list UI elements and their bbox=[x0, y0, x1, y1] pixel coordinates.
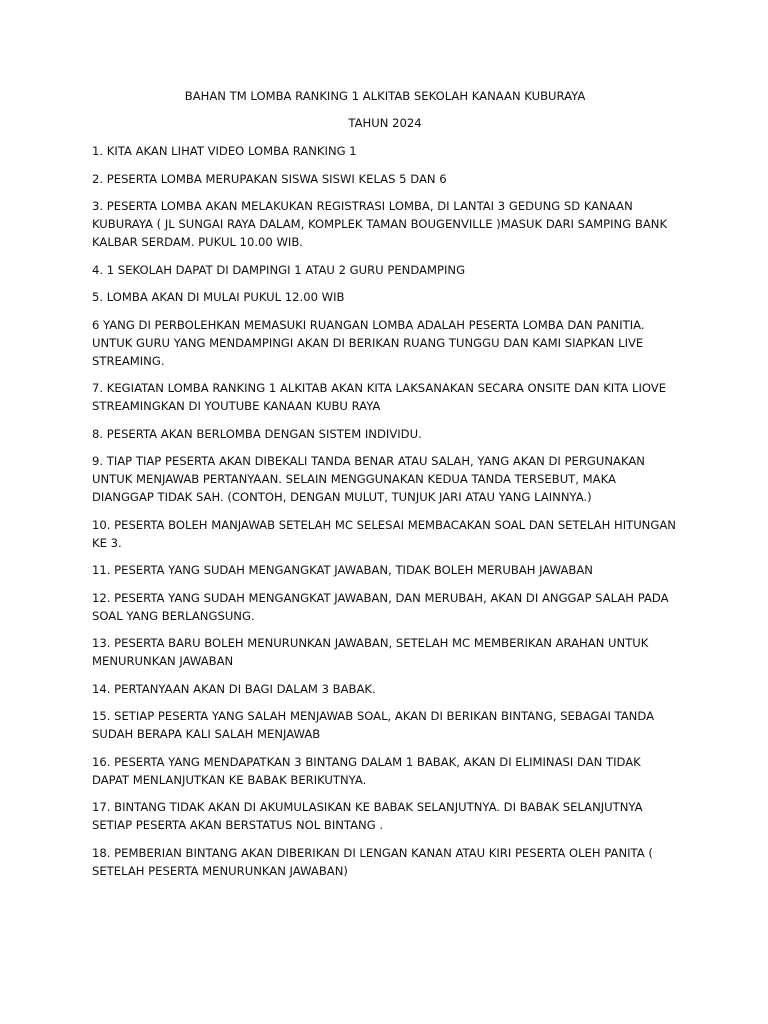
rule-item-4: 4. 1 SEKOLAH DAPAT DI DAMPINGI 1 ATAU 2 GURU PENDAMPING bbox=[92, 262, 466, 277]
rule-item-15: 15. SETIAP PESERTA YANG SALAH MENJAWAB SOAL, AKAN DI BERIKAN BINTANG, SEBAGAI TANDA SUDAH BERAPA KALI SALAH MENJAWAB bbox=[92, 709, 655, 741]
document-title: BAHAN TM LOMBA RANKING 1 ALKITAB SEKOLAH KANAAN KUBURAYA bbox=[184, 89, 586, 103]
document-year: TAHUN 2024 bbox=[348, 116, 422, 130]
rule-item-18: 18. PEMBERIAN BINTANG AKAN DIBERIKAN DI LENGAN KANAN ATAU KIRI PESERTA OLEH PANITA ( SETELAH PESERTA MENURUNKAN JAWABAN) bbox=[92, 845, 653, 878]
rule-item-3: 3. PESERTA LOMBA AKAN MELAKUKAN REGISTRASI LOMBA, DI LANTAI 3 GEDUNG SD KANAAN KUBURAYA ( JL SUNGAI RAYA DALAM, KOMPLEK TAMAN BOUGENVILLE )MASUK DARI SAMPING BANK KALBAR SERDAM. PUKUL 10.00 WIB. bbox=[92, 199, 668, 249]
rule-item-2: 2. PESERTA LOMBA MERUPAKAN SISWA SISWI KELAS 5 DAN 6 bbox=[92, 171, 447, 186]
rule-item-8: 8. PESERTA AKAN BERLOMBA DENGAN SISTEM INDIVIDU. bbox=[92, 426, 422, 441]
rule-item-12: 12. PESERTA YANG SUDAH MENGANGKAT JAWABAN, DAN MERUBAH, AKAN DI ANGGAP SALAH PADA SOAL YANG BERLANGSUNG. bbox=[92, 590, 669, 623]
rule-item-11: 11. PESERTA YANG SUDAH MENGANGKAT JAWABAN, TIDAK BOLEH MERUBAH JAWABAN bbox=[92, 563, 593, 577]
rule-item-7: 7. KEGIATAN LOMBA RANKING 1 ALKITAB AKAN KITA LAKSANAKAN SECARA ONSITE DAN KITA LIOVE STREAMINGKAN DI YOUTUBE KANAAN KUBU RAYA bbox=[92, 381, 667, 413]
rule-item-6: 6 YANG DI PERBOLEHKAN MEMASUKI RUANGAN LOMBA ADALAH PESERTA LOMBA DAN PANITIA. UNTUK GURU YANG MENDAMPINGI AKAN DI BERIKAN RUANG TUNGGU DAN KAMI SIAPKAN LIVE STREAMING. bbox=[92, 317, 645, 368]
rule-item-9: 9. TIAP TIAP PESERTA AKAN DIBEKALI TANDA BENAR ATAU SALAH, YANG AKAN DI PERGUNAKAN UNTUK MENJAWAB PERTANYAAN. SELAIN MENGGUNAKAN KEDUA TANDA TERSEBUT, MAKA DIANGGAP TIDAK SAH. (CONTOH, DENGAN MULUT, TUNJUK JARI ATAU YANG LAINNYA.) bbox=[92, 454, 645, 504]
rule-item-5: 5. LOMBA AKAN DI MULAI PUKUL 12.00 WIB bbox=[92, 290, 345, 304]
rule-item-17: 17. BINTANG TIDAK AKAN DI AKUMULASIKAN KE BABAK SELANJUTNYA. DI BABAK SELANJUTNYA SETIAP PESERTA AKAN BERSTATUS NOL BINTANG . bbox=[92, 800, 643, 832]
rule-item-16: 16. PESERTA YANG MENDAPATKAN 3 BINTANG DALAM 1 BABAK, AKAN DI ELIMINASI DAN TIDAK DAPAT MENLANJUTKAN KE BABAK BERIKUTNYA. bbox=[92, 754, 641, 787]
rule-item-1: 1. KITA AKAN LIHAT VIDEO LOMBA RANKING 1 bbox=[92, 144, 357, 158]
rule-item-13: 13. PESERTA BARU BOLEH MENURUNKAN JAWABAN, SETELAH MC MEMBERIKAN ARAHAN UNTUK MENURUNKAN JAWABAN bbox=[92, 636, 649, 668]
rule-item-10: 10. PESERTA BOLEH MANJAWAB SETELAH MC SELESAI MEMBACAKAN SOAL DAN SETELAH HITUNGAN KE 3. bbox=[92, 517, 676, 550]
rule-item-14: 14. PERTANYAAN AKAN DI BAGI DALAM 3 BABAK. bbox=[92, 681, 376, 696]
document-page bbox=[92, 88, 678, 889]
